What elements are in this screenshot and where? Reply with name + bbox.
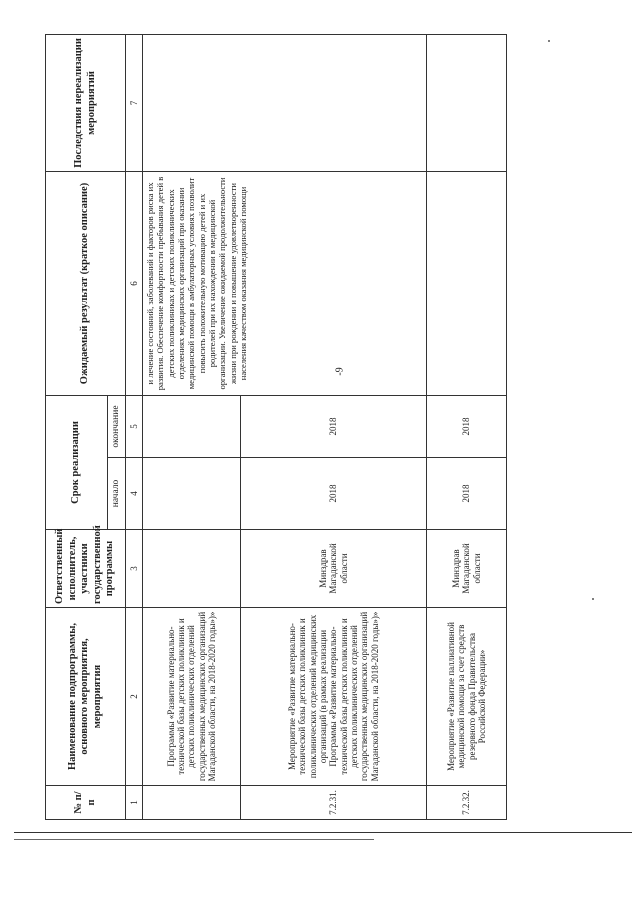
row-result [427,172,507,396]
header-consequences: Последствия нереализации мероприятий [46,35,126,172]
row-responsible [143,530,241,608]
row-responsible: Минздрав Магаданской области [241,530,427,608]
row-start: 2018 [241,458,427,530]
scan-speck [592,598,594,600]
row-id: 7.2.31. [241,786,427,820]
row-responsible: Минздрав Магаданской области [427,530,507,608]
column-number: 3 [126,530,143,608]
header-end: окончание [108,396,126,458]
column-number: 6 [126,172,143,396]
row-end: 2018 [427,396,507,458]
table-row [427,35,507,820]
row-consequences [427,35,507,172]
scan-edge-line-secondary [14,839,374,840]
column-number: 1 [126,786,143,820]
header-start: начало [108,458,126,530]
row-name: Программы «Развитие материально-технической базы детских поликлиник и детских поликлинических отделений государственных медицинских организаций Магаданской области, на 2018-2020 годы»)» [143,608,241,786]
header-id: № п/п [46,786,126,820]
row-name: Мероприятие «Развитие материально-технической базы детских поликлиник и поликлинических отделений медицинских организаций (в рамках реализации Программы «Развитие материально-технической базы детских поликлиник и детских поликлинических отделений государственных медицинских организаций Магаданской области, на 2018-2020 годы»)» [241,608,427,786]
row-end [143,396,241,458]
row-start: 2018 [427,458,507,530]
scan-speck [548,40,550,42]
row-start [143,458,241,530]
header-responsible: Ответственный исполнитель, участники государственной программы [46,530,126,608]
row-end: 2018 [241,396,427,458]
document-table-container [45,35,485,820]
column-number: 7 [126,35,143,172]
column-number: 2 [126,608,143,786]
column-number: 5 [126,396,143,458]
scan-edge-line [14,832,632,833]
row-id [143,786,241,820]
row-result: и лечение состояний, заболеваний и факторов риска их развития. Обеспечение комфортности пребывания детей в детских поликлиниках и детских поликлинических отделениях медицинских организаций при оказании медицинской помощи в амбулаторных условиях позволит повысить положительную мотивацию детей и их родителей при их нахождении в медицинской организации. Увеличение ожидаемой продолжительности жизни при рождении и повышение удовлетворенности населения качеством оказания медицинской помощи [143,172,427,396]
row-name: Мероприятие «Развитие паллиативной медицинской помощи за счет средств резервного фонда Правительства Российской Федерации» [427,608,507,786]
measures-table [45,34,507,820]
page-number: -9 [334,367,346,376]
table-row [143,35,241,820]
header-name: Наименование подпрограммы, основного мероприятия, мероприятия [46,608,126,786]
column-number: 4 [126,458,143,530]
header-result: Ожидаемый результат (краткое описание) [46,172,126,396]
row-consequences [143,35,427,172]
row-id: 7.2.32. [427,786,507,820]
header-period: Срок реализации [46,396,108,530]
